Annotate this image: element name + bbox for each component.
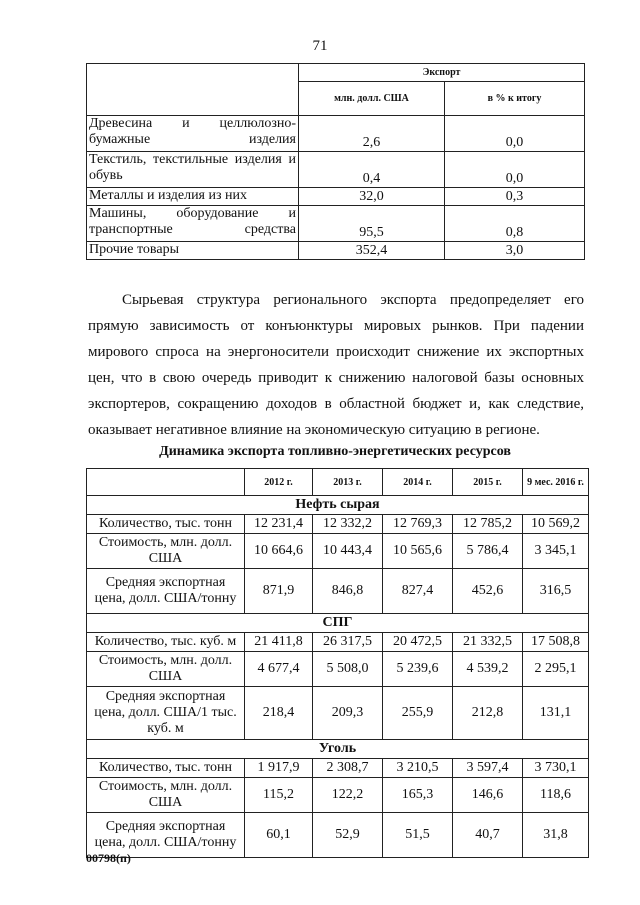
table2-row xyxy=(87,652,589,687)
body-paragraph xyxy=(88,287,584,443)
table2-cell: 51,5 xyxy=(383,813,453,858)
table1-row xyxy=(87,152,585,188)
table1-row-usd: 352,4 xyxy=(299,242,445,260)
table1-group-header: Экспорт xyxy=(299,64,585,82)
table1-row-name: Машины, оборудование и транспортные средства xyxy=(87,206,299,242)
table2-title: Динамика экспорта топливно-энергетических ресурсов xyxy=(159,444,511,459)
page-number: 71 xyxy=(312,38,328,54)
table2-section-name: СПГ xyxy=(87,614,589,633)
table2-cell: 452,6 xyxy=(453,569,523,614)
energy-export-table xyxy=(86,468,589,858)
table2-cell: 3 597,4 xyxy=(453,759,523,778)
table2-cell: 12 231,4 xyxy=(245,515,313,534)
footer-code: 00798(п) xyxy=(86,851,131,865)
table2-cell: 5 508,0 xyxy=(313,652,383,687)
table2-cell: 146,6 xyxy=(453,778,523,813)
table2-year-header: 2014 г. xyxy=(383,469,453,496)
table1-row-usd: 0,4 xyxy=(299,152,445,188)
table2-cell: 4 677,4 xyxy=(245,652,313,687)
table2-row xyxy=(87,534,589,569)
table2-cell: 17 508,8 xyxy=(523,633,589,652)
table1-col-usd: млн. долл. США xyxy=(299,82,445,116)
table1-row-usd: 2,6 xyxy=(299,116,445,152)
table1-row-name: Прочие товары xyxy=(87,242,299,260)
table1-row-name: Текстиль, текстильные изделия и обувь xyxy=(87,152,299,188)
table2-cell: 165,3 xyxy=(383,778,453,813)
table2-cell: 827,4 xyxy=(383,569,453,614)
table2-cell: 3 345,1 xyxy=(523,534,589,569)
table2-section-row xyxy=(87,740,589,759)
table2-row xyxy=(87,569,589,614)
table2-cell: 26 317,5 xyxy=(313,633,383,652)
table1-row-percent: 0,8 xyxy=(445,206,585,242)
table2-row-label: Средняя экспортная цена, долл. США/1 тыс. куб. м xyxy=(87,687,245,740)
table2-year-header: 2015 г. xyxy=(453,469,523,496)
table2-cell: 1 917,9 xyxy=(245,759,313,778)
table1-col-percent: в % к итогу xyxy=(445,82,585,116)
table2-row xyxy=(87,778,589,813)
table2-section-row xyxy=(87,496,589,515)
table1-row-percent: 0,0 xyxy=(445,152,585,188)
table1-row-percent: 0,3 xyxy=(445,188,585,206)
table2-cell: 21 332,5 xyxy=(453,633,523,652)
table2-cell: 846,8 xyxy=(313,569,383,614)
table2-row xyxy=(87,687,589,740)
table2-cell: 10 569,2 xyxy=(523,515,589,534)
table2-cell: 12 785,2 xyxy=(453,515,523,534)
table2-cell: 871,9 xyxy=(245,569,313,614)
table2-year-header: 2012 г. xyxy=(245,469,313,496)
table1-row xyxy=(87,206,585,242)
table2-cell: 115,2 xyxy=(245,778,313,813)
paragraph-text: Сырьевая структура регионального экспорта предопределяет его прямую зависимость от конъюнктуры мировых рынков. При падении мирового спроса на энергоносители происходит снижение их экспортных цен, что в свою очередь приводит к снижению налоговой базы основных экспортеров, сокращению доходов в областной бюджет и, как следствие, оказывает негативное влияние на экономическую ситуацию в регионе. xyxy=(88,292,584,438)
table2-row-label: Стоимость, млн. долл. США xyxy=(87,534,245,569)
table1-row-usd: 32,0 xyxy=(299,188,445,206)
table1-row-percent: 3,0 xyxy=(445,242,585,260)
export-structure-table xyxy=(86,63,585,260)
table2-row xyxy=(87,515,589,534)
table1-row-name: Древесина и целлюлозно-бумажные изделия xyxy=(87,116,299,152)
table2-section-name: Нефть сырая xyxy=(87,496,589,515)
table2-cell: 10 443,4 xyxy=(313,534,383,569)
table1-row xyxy=(87,242,585,260)
table2-cell: 52,9 xyxy=(313,813,383,858)
table2-cell: 2 308,7 xyxy=(313,759,383,778)
table2-row-label: Количество, тыс. куб. м xyxy=(87,633,245,652)
table2-cell: 3 730,1 xyxy=(523,759,589,778)
table2-cell: 118,6 xyxy=(523,778,589,813)
table2-row-label: Средняя экспортная цена, долл. США/тонну xyxy=(87,569,245,614)
table2-cell: 209,3 xyxy=(313,687,383,740)
table2-cell: 2 295,1 xyxy=(523,652,589,687)
table2-row-label: Стоимость, млн. долл. США xyxy=(87,778,245,813)
table2-cell: 60,1 xyxy=(245,813,313,858)
table2-body xyxy=(87,496,589,858)
table2-cell: 131,1 xyxy=(523,687,589,740)
table2-cell: 218,4 xyxy=(245,687,313,740)
table2-cell: 3 210,5 xyxy=(383,759,453,778)
table1-body xyxy=(87,116,585,260)
table2-cell: 4 539,2 xyxy=(453,652,523,687)
table2-cell: 212,8 xyxy=(453,687,523,740)
table2-cell: 10 565,6 xyxy=(383,534,453,569)
table2-cell: 5 239,6 xyxy=(383,652,453,687)
table2-cell: 40,7 xyxy=(453,813,523,858)
table1-row xyxy=(87,116,585,152)
table2-section-row xyxy=(87,614,589,633)
table2-cell: 122,2 xyxy=(313,778,383,813)
table2-corner xyxy=(87,469,245,496)
table2-cell: 255,9 xyxy=(383,687,453,740)
table2-row-label: Количество, тыс. тонн xyxy=(87,759,245,778)
table2-row-label: Стоимость, млн. долл. США xyxy=(87,652,245,687)
table1-row xyxy=(87,188,585,206)
table2-row-label: Средняя экспортная цена, долл. США/тонну xyxy=(87,813,245,858)
table2-cell: 5 786,4 xyxy=(453,534,523,569)
table2-year-header: 9 мес. 2016 г. xyxy=(523,469,589,496)
table2-header-row xyxy=(87,469,589,496)
table1-row-name: Металлы и изделия из них xyxy=(87,188,299,206)
table2-cell: 316,5 xyxy=(523,569,589,614)
table2-cell: 20 472,5 xyxy=(383,633,453,652)
table1-corner xyxy=(87,64,299,116)
table2-row xyxy=(87,813,589,858)
table2-row xyxy=(87,633,589,652)
table2-row xyxy=(87,759,589,778)
table2-cell: 31,8 xyxy=(523,813,589,858)
table2-year-header: 2013 г. xyxy=(313,469,383,496)
table1-row-usd: 95,5 xyxy=(299,206,445,242)
table2-cell: 10 664,6 xyxy=(245,534,313,569)
table2-cell: 12 769,3 xyxy=(383,515,453,534)
table1-row-percent: 0,0 xyxy=(445,116,585,152)
table2-row-label: Количество, тыс. тонн xyxy=(87,515,245,534)
table2-cell: 12 332,2 xyxy=(313,515,383,534)
table2-section-name: Уголь xyxy=(87,740,589,759)
table2-cell: 21 411,8 xyxy=(245,633,313,652)
